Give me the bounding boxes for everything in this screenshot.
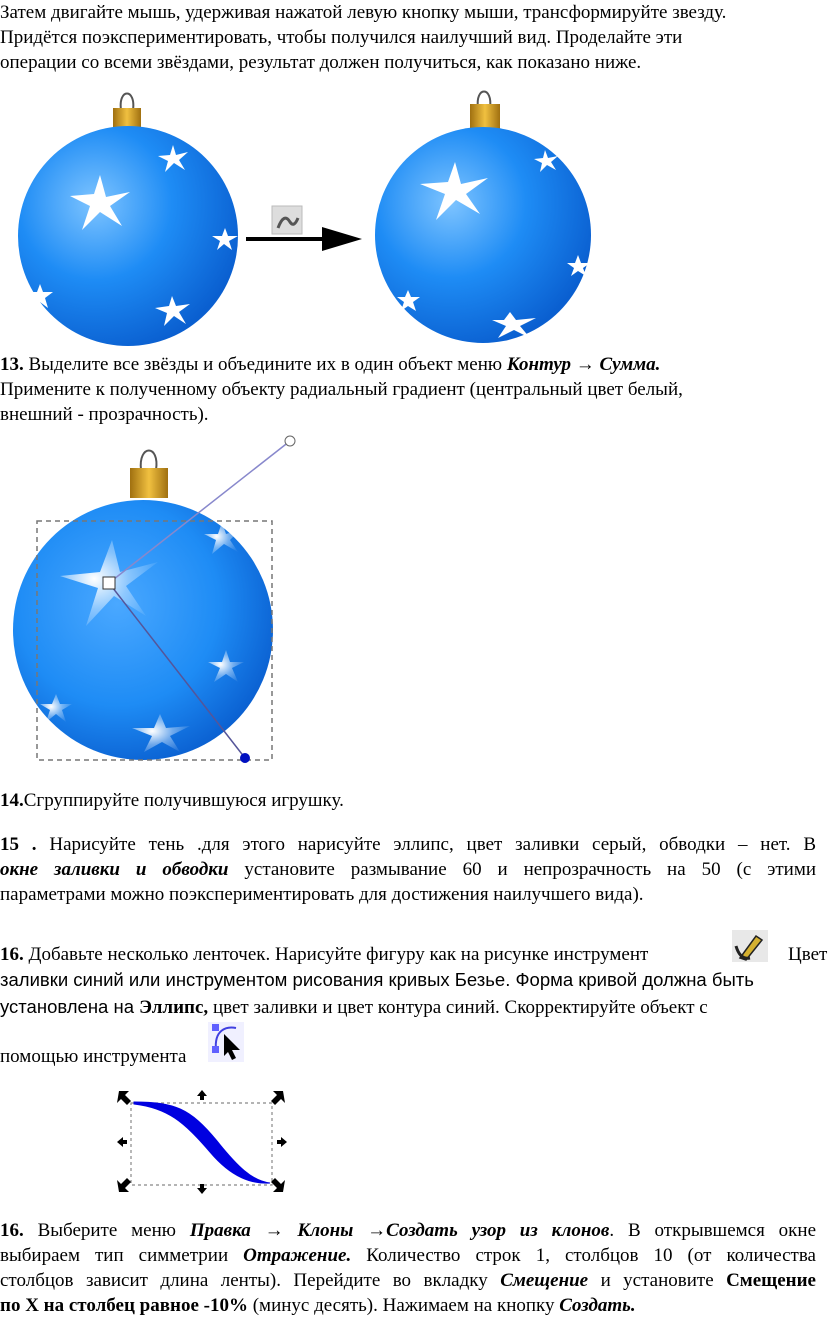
step-16b-shift-tab: Смещение bbox=[500, 1270, 589, 1291]
gradient-end-handle[interactable] bbox=[285, 436, 295, 446]
step-16b-text-3c: и установите bbox=[588, 1270, 727, 1291]
step-13-line-2: Примените к полученному объекту радиальный градиент (центральный цвет белый, bbox=[0, 379, 683, 400]
gradient-center-handle[interactable] bbox=[103, 577, 115, 589]
step-16a-line-1 bbox=[0, 942, 816, 967]
step-14-text: Сгруппируйте получившуюся игрушку. bbox=[23, 790, 344, 811]
intro-line-3: операции со всеми звёздами, результат должен получиться, как показано ниже. bbox=[0, 52, 642, 73]
ribbon-shape[interactable] bbox=[134, 1102, 270, 1183]
step-16a-line-2: заливки синий или инструментом рисования кривых Безье. Форма кривой должна быть bbox=[0, 969, 754, 990]
step-16b-text-2: . В открывшемся окне bbox=[609, 1220, 816, 1241]
step-16b-text-3a: столбцов зависит длина ленты). Перейдите во вкладку bbox=[0, 1270, 501, 1291]
step-13-line-3: внешний - прозрачность). bbox=[0, 404, 209, 425]
step-16a-line-4: помощью инструмента bbox=[0, 1046, 187, 1067]
step-16a-text-3c: цвет заливки и цвет контура синий. Скорректируйте объект с bbox=[208, 997, 708, 1018]
step-16a-line-3 bbox=[0, 994, 816, 1020]
step-16b-line-2 bbox=[0, 1243, 816, 1268]
step-16b-text-4b: (минус десять). Нажимаем на кнопку bbox=[247, 1295, 560, 1316]
step-15-line-2 bbox=[0, 857, 816, 882]
step-16b-text-2c: Количество строк 1, столбцов 10 (от количества bbox=[351, 1245, 816, 1266]
intro-line-1: Затем двигайте мышь, удерживая нажатой левую кнопку мыши, трансформируйте звезду. bbox=[0, 2, 727, 23]
node-tool-icon bbox=[206, 1020, 246, 1064]
step-15-emphasis: окне заливки и обводки bbox=[0, 859, 229, 880]
step-16b-line-1 bbox=[0, 1218, 816, 1243]
step-15-line-3: параметрами можно поэкспериментировать для достижения наилучшего вида). bbox=[0, 884, 644, 905]
step-15-number: 15 . bbox=[0, 834, 37, 855]
step-16a-number: 16. bbox=[0, 944, 24, 965]
step-16b-reflection: Отражение. bbox=[243, 1245, 352, 1266]
step-16b-line-3 bbox=[0, 1268, 816, 1293]
step-16b-create-button-ref: Создать. bbox=[559, 1295, 636, 1316]
step-16b-menu-path: Правка → Клоны →Создать узор из клонов bbox=[189, 1220, 610, 1241]
step-14 bbox=[0, 788, 816, 813]
step-13-number: 13. bbox=[0, 354, 24, 375]
step-16a-text-1b: Цвет bbox=[788, 944, 828, 965]
ornament-ball bbox=[13, 500, 273, 760]
step-13-text: Выделите все звёзды и объедините их в один объект меню bbox=[23, 354, 507, 375]
ornaments-before-after-figure bbox=[0, 80, 816, 352]
step-16a-text-3a: установлена на bbox=[0, 996, 140, 1017]
step-16a-ellipse: Эллипс, bbox=[139, 997, 209, 1018]
step-16b-line-4 bbox=[0, 1293, 816, 1318]
step-16b-text-1: Выберите меню bbox=[23, 1220, 190, 1241]
step-16b-number: 16. bbox=[0, 1220, 24, 1241]
step-16b-text-2a: выбираем тип симметрии bbox=[0, 1245, 244, 1266]
step-15-text-1: Нарисуйте тень .для этого нарисуйте эллипс, цвет заливки серый, обводки – нет. В bbox=[36, 834, 816, 855]
step-13-line-1 bbox=[0, 352, 816, 377]
gradient-radius-handle[interactable] bbox=[240, 753, 250, 763]
gradient-ornament-figure bbox=[0, 430, 320, 770]
intro-line-2: Придётся поэкспериментировать, чтобы получился наилучший вид. Проделайте эти bbox=[0, 27, 683, 48]
step-16b-shift-bold: Смещение bbox=[726, 1270, 816, 1291]
ornament-left bbox=[18, 94, 238, 347]
ornament-right bbox=[375, 92, 591, 344]
step-13-menu-path: Контур → Сумма. bbox=[506, 354, 661, 375]
step-16a-text-1: Добавьте несколько ленточек. Нарисуйте фигуру как на рисунке инструмент bbox=[23, 944, 649, 965]
calligraphy-pen-icon bbox=[730, 928, 770, 964]
step-16b-shift-value: по Х на столбец равное -10% bbox=[0, 1295, 248, 1316]
step-14-number: 14. bbox=[0, 790, 24, 811]
step-15-line-1 bbox=[0, 832, 816, 857]
step-15-text-2: установите размывание 60 и непрозрачность на 50 (с этими bbox=[228, 859, 817, 880]
ribbon-figure bbox=[112, 1086, 292, 1198]
ribbon-selection-bbox[interactable] bbox=[131, 1103, 272, 1185]
